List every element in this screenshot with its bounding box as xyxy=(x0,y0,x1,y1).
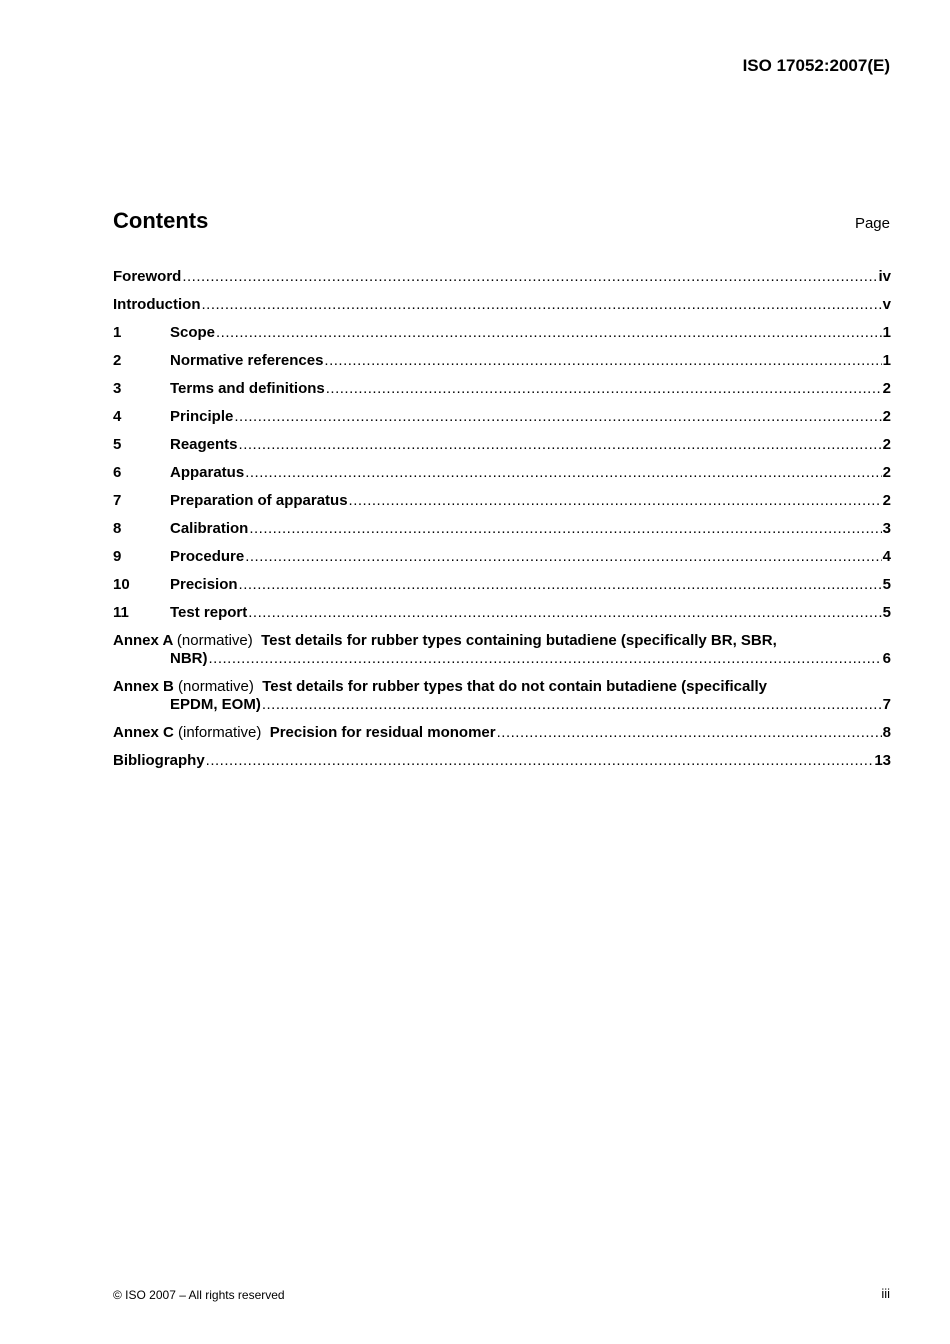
copyright-notice: © ISO 2007 – All rights reserved xyxy=(113,1288,285,1302)
toc-title: Normative references xyxy=(170,352,324,369)
leader-dots xyxy=(245,464,881,482)
toc-page: 2 xyxy=(882,408,891,425)
toc-entry-8[interactable] xyxy=(113,520,891,538)
annex-title: Test details for rubber types containing butadiene (specifically BR, SBR, xyxy=(261,632,777,649)
toc-entry-10[interactable] xyxy=(113,576,891,594)
toc-page: v xyxy=(882,296,891,313)
toc-title: Test report xyxy=(170,604,248,621)
toc-entry-annex-a[interactable] xyxy=(113,632,891,668)
toc-title: Calibration xyxy=(170,520,249,537)
leader-dots xyxy=(249,520,881,538)
toc-page: 2 xyxy=(882,492,891,509)
toc-number: 9 xyxy=(113,548,122,565)
annex-label: Annex A xyxy=(113,632,173,649)
annex-kind: (normative) xyxy=(176,632,253,649)
toc-number: 5 xyxy=(113,436,122,453)
toc-page: 6 xyxy=(882,650,891,667)
toc-title: Principle xyxy=(170,408,234,425)
toc-page: 2 xyxy=(882,380,891,397)
toc-entry-2[interactable] xyxy=(113,352,891,370)
leader-dots xyxy=(182,268,877,286)
annex-title-continued: NBR) xyxy=(170,650,208,667)
toc-page: 8 xyxy=(882,724,891,741)
toc-title: Introduction xyxy=(113,296,201,313)
toc-title: Scope xyxy=(170,324,216,341)
toc-title: Reagents xyxy=(170,436,238,453)
toc-entry-introduction[interactable] xyxy=(113,296,891,314)
leader-dots xyxy=(239,436,882,454)
toc-title: Procedure xyxy=(170,548,245,565)
toc-page: 13 xyxy=(874,752,891,769)
annex-title: Test details for rubber types that do not contain butadiene (specifically xyxy=(262,678,768,695)
leader-dots xyxy=(234,408,881,426)
leader-dots xyxy=(209,650,882,668)
toc-page: 1 xyxy=(882,324,891,341)
toc-number: 7 xyxy=(113,492,122,509)
contents-heading: Contents xyxy=(113,208,209,233)
document-id: ISO 17052:2007(E) xyxy=(742,56,890,75)
leader-dots xyxy=(326,380,882,398)
leader-dots xyxy=(324,352,881,370)
annex-title: Precision for residual monomer xyxy=(269,724,496,741)
toc-page: 1 xyxy=(882,352,891,369)
page-column-label: Page xyxy=(854,215,890,232)
toc-number: 10 xyxy=(113,576,130,593)
toc-entry-11[interactable] xyxy=(113,604,891,622)
toc-number: 4 xyxy=(113,408,122,425)
toc-number: 8 xyxy=(113,520,122,537)
annex-label: Annex C xyxy=(113,724,174,741)
toc-entry-foreword[interactable] xyxy=(113,268,891,286)
toc-entry-bibliography[interactable] xyxy=(113,752,891,770)
toc-entry-1[interactable] xyxy=(113,324,891,342)
toc-page: 7 xyxy=(882,696,891,713)
toc-entry-5[interactable] xyxy=(113,436,891,454)
leader-dots xyxy=(201,296,881,314)
toc-title: Terms and definitions xyxy=(170,380,325,397)
toc-title: Preparation of apparatus xyxy=(170,492,348,509)
leader-dots xyxy=(349,492,882,510)
annex-title-continued: EPDM, EOM) xyxy=(170,696,261,713)
leader-dots xyxy=(206,752,874,770)
toc-entry-annex-b[interactable] xyxy=(113,678,891,714)
toc-title: Apparatus xyxy=(170,464,245,481)
toc-number: 1 xyxy=(113,324,122,341)
page-number: iii xyxy=(881,1286,890,1301)
toc-title: Bibliography xyxy=(113,752,205,769)
leader-dots xyxy=(497,724,882,742)
leader-dots xyxy=(239,576,882,594)
toc-entry-9[interactable] xyxy=(113,548,891,566)
annex-kind: (informative) xyxy=(178,724,262,741)
toc-number: 3 xyxy=(113,380,122,397)
toc-entry-4[interactable] xyxy=(113,408,891,426)
toc-number: 11 xyxy=(113,604,129,621)
toc-page: 3 xyxy=(882,520,891,537)
table-of-contents xyxy=(113,268,891,780)
leader-dots xyxy=(262,696,882,714)
leader-dots xyxy=(245,548,881,566)
annex-label: Annex B xyxy=(113,678,174,695)
toc-page: 5 xyxy=(882,604,891,621)
toc-number: 2 xyxy=(113,352,122,369)
toc-page: 5 xyxy=(882,576,891,593)
toc-entry-6[interactable] xyxy=(113,464,891,482)
toc-title: Foreword xyxy=(113,268,182,285)
toc-entry-7[interactable] xyxy=(113,492,891,510)
toc-entry-3[interactable] xyxy=(113,380,891,398)
toc-title: Precision xyxy=(170,576,238,593)
toc-entry-annex-c[interactable] xyxy=(113,724,891,742)
annex-kind: (normative) xyxy=(178,678,254,695)
leader-dots xyxy=(248,604,881,622)
toc-number: 6 xyxy=(113,464,122,481)
toc-page: 2 xyxy=(882,464,891,481)
leader-dots xyxy=(216,324,882,342)
toc-page: iv xyxy=(878,268,891,285)
toc-page: 2 xyxy=(882,436,891,453)
toc-page: 4 xyxy=(882,548,891,565)
